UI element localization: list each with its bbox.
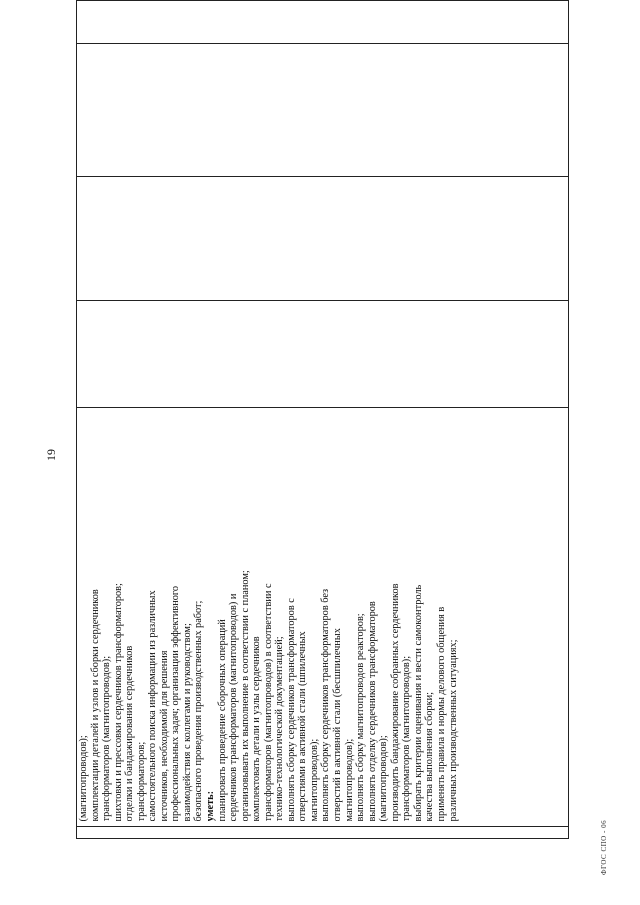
content-line: (магнитопроводов);: [78, 735, 89, 822]
table-cell-blank-narrow: [77, 827, 569, 839]
content-line: источников, необходимой для решения: [158, 650, 170, 822]
content-line: магнитопроводов);: [343, 738, 355, 822]
content-line: отверстиями в активной стали (шпилечных: [297, 631, 309, 822]
content-line: отделки и бандажирования сердечников: [124, 645, 136, 822]
content-line: качества выполнения сборки;: [424, 692, 436, 822]
table-cell-blank: [77, 301, 569, 408]
content-line: трансформаторов (магнитопроводов) в соответствии с: [262, 583, 274, 822]
content-line: выполнять сборку сердечников трансформаторов с: [285, 598, 297, 822]
table-row: [77, 1, 569, 839]
content-line: организовывать их выполнение в соответствии с планом;: [239, 570, 251, 822]
table-cell-content: [77, 408, 569, 827]
content-line: трансформаторов (магнитопроводов);: [101, 655, 113, 822]
content-line: различных производственных ситуациях;: [447, 639, 459, 822]
content-line: выполнять отделку сердечников трансформаторов: [366, 601, 378, 822]
footer-code: ФГОС СПО - 06: [600, 819, 608, 875]
content-line: комплектации деталей и узлов и сборки сердечников: [89, 589, 101, 822]
table-cell-blank: [77, 1, 569, 44]
content-line: (магнитопроводов);: [378, 735, 390, 822]
content-line: безопасного проведения производственных работ;: [193, 600, 205, 822]
content-line: шихтовки и прессовки сердечников трансформаторов;: [112, 583, 124, 822]
content-line: профессиональных задач; организации эффективного: [170, 585, 182, 822]
content-line: комплектовать детали и узлы сердечников: [251, 636, 263, 822]
content-line: планировать проведение сборочных операций: [216, 619, 228, 822]
content-line: технико-технологической документацией;: [274, 636, 286, 822]
content-lines: [78, 412, 459, 821]
content-line: трансформаторов (магнитопроводов);: [401, 655, 413, 822]
content-line: магнитопроводов);: [308, 738, 320, 822]
content-line: трансформаторов;: [135, 741, 147, 822]
content-line: уметь:: [205, 790, 217, 822]
table-cell-blank: [77, 177, 569, 301]
content-line: применять правила и нормы делового общения в: [435, 606, 447, 822]
content-line: самостоятельного поиска информации из различных: [147, 590, 159, 822]
content-line: производить бандажирование собранных сердечников: [389, 583, 401, 822]
content-line: взаимодействия с коллегами и руководством;: [181, 623, 193, 822]
competency-table: [76, 0, 569, 839]
content-line: выполнять сборку сердечников трансформаторов без: [320, 588, 332, 822]
table-cell-blank: [77, 44, 569, 177]
content-line: выполнять сборку магнитопроводов реакторов;: [355, 613, 367, 822]
page-number: 19: [44, 449, 58, 461]
content-line: сердечников трансформаторов (магнитопроводов) и: [228, 593, 240, 822]
content-line: отверстий в активной стали (бесшпилечных: [332, 628, 344, 822]
content-line: выбирать критерии оценивания и вести самоконтроль: [412, 584, 424, 822]
